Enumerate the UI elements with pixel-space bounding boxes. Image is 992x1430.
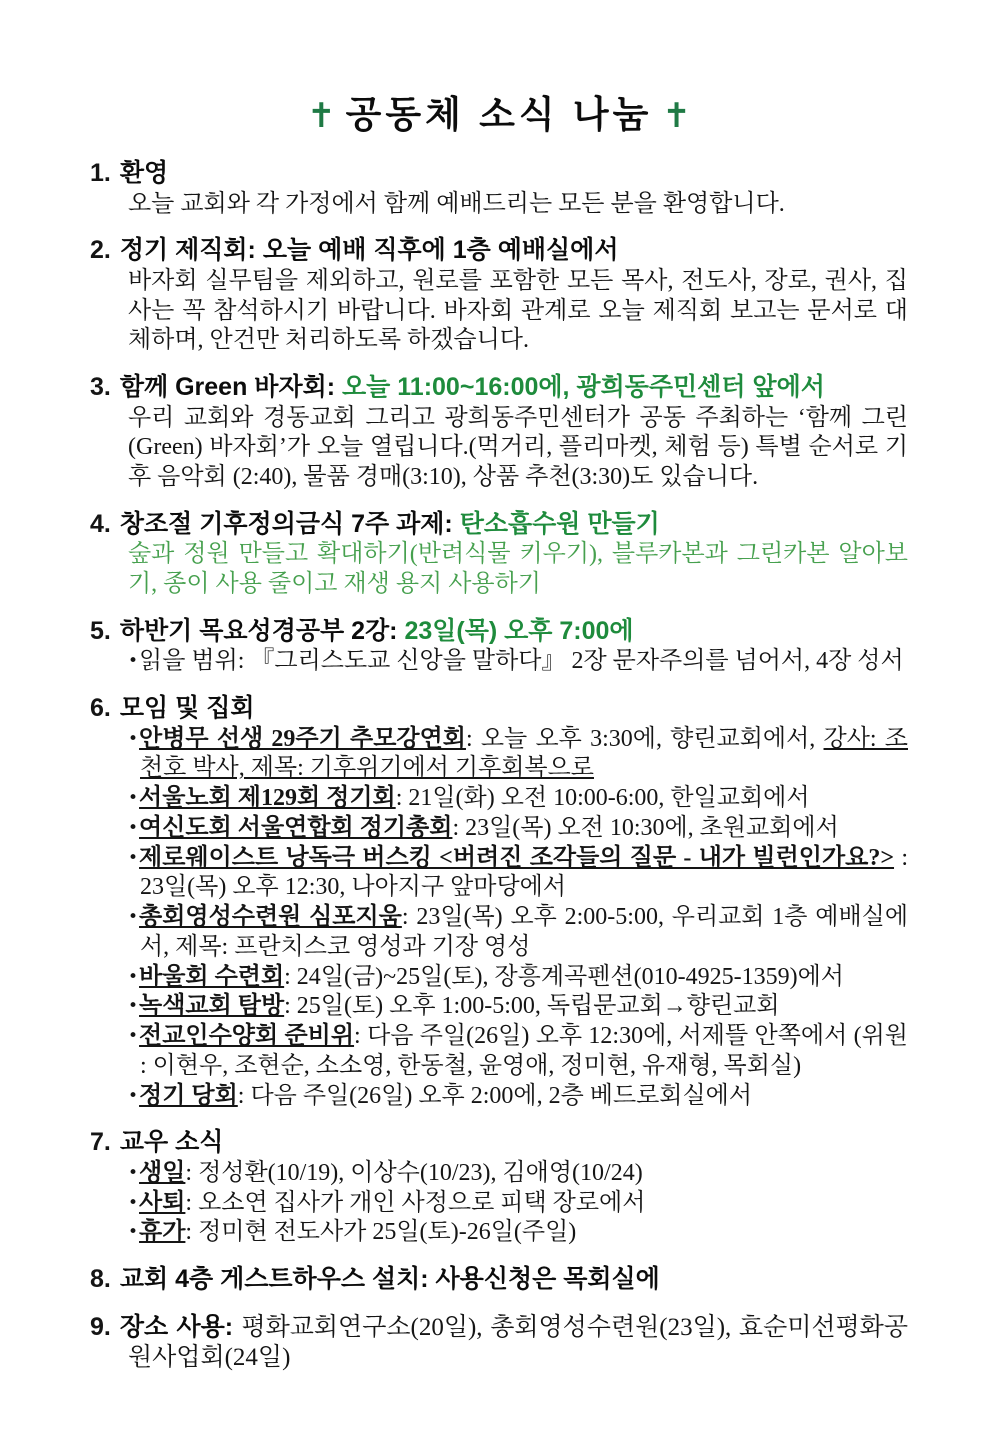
list-item <box>90 1312 908 1374</box>
text-run: 장소 사용: <box>119 1312 242 1341</box>
text-run: : 23일(목) 오전 10:30에, 초원교회에서 <box>452 814 839 841</box>
text-run: 교회 4층 게스트하우스 설치: 사용신청은 목회실에 <box>119 1265 660 1293</box>
text-run: 23일(목) 오후 7:00에 <box>404 616 634 645</box>
item-header <box>90 693 908 725</box>
text-run: : 21일(화) 오전 10:00-6:00, 한일교회에서 <box>395 785 810 811</box>
item-header <box>90 235 908 267</box>
item-header-text <box>120 1129 224 1156</box>
item-number: 3. <box>90 373 111 401</box>
bullet-icon: • <box>128 788 139 808</box>
text-run: 숲과 정원 만들고 확대하기(반려식물 키우기), 블루카본과 그린카본 알아보기, 종이 사용 줄이고 재생 용지 사용하기 <box>128 541 908 597</box>
item-number: 9. <box>90 1312 111 1341</box>
bullet-item <box>90 1189 908 1219</box>
news-list <box>90 158 908 1374</box>
text-run: 정기 제직회: 오늘 예배 직후에 1층 예배실에서 <box>119 236 619 265</box>
bullet-icon: • <box>128 1222 139 1243</box>
list-item <box>90 616 908 677</box>
item-header <box>90 509 908 541</box>
text-run: 평화교회연구소(20일), 총회영성수련원(23일), 효순미선평화공원사업회(24일) <box>128 1313 908 1371</box>
item-number: 6. <box>90 694 111 722</box>
item-header-text <box>120 160 168 187</box>
bullet-item <box>90 1082 908 1112</box>
text-run: 바자회 실무팀을 제외하고, 원로를 포함한 모든 목사, 전도사, 장로, 권사, 집사는 꼭 참석하시기 바랍니다. 바자회 관계로 오늘 제직회 보고는 문서로 대체하며, 안건만 처리하도록 하겠습니다. <box>128 267 908 354</box>
text-run: 교우 소식 <box>119 1128 224 1157</box>
bullet-item <box>90 1218 908 1248</box>
bullet-icon: • <box>128 1192 139 1213</box>
bullet-item <box>90 1159 908 1189</box>
text-run: 제로웨이스트 낭독극 버스킹 <버려진 조각들의 질문 - 내가 빌런인가요?> <box>139 844 895 871</box>
item-header-text <box>120 1266 660 1293</box>
text-run: : 오늘 오후 3:30에, 향린교회에서, <box>465 725 824 752</box>
bullet-item <box>90 647 908 677</box>
bullet-icon: • <box>128 1085 139 1106</box>
item-header-text <box>120 618 634 645</box>
body-paragraph <box>90 404 908 493</box>
page-title <box>90 84 908 138</box>
bullet-icon: • <box>128 651 139 672</box>
text-run: 바울회 수련회 <box>139 963 285 990</box>
bullet-item <box>90 844 908 904</box>
text-run: : 정미현 전도사가 25일(토)-26일(주일) <box>185 1219 577 1246</box>
text-run: : 정성환(10/19), 이상수(10/23), 김애영(10/24) <box>185 1159 643 1186</box>
text-run: 강사: 조천호 박사, 제목: 기후위기에서 기후회복으로 <box>140 725 908 782</box>
list-item <box>90 158 908 219</box>
text-run: : 23일(목) 오후 2:00-5:00, 우리교회 1층 예배실에서, 제목: 프란치스코 영성과 기장 영성 <box>140 904 908 960</box>
list-item <box>90 372 908 493</box>
bullet-item <box>90 1022 908 1082</box>
list-item <box>90 693 908 1111</box>
item-header <box>90 372 908 404</box>
bullet-item <box>90 992 908 1022</box>
item-lines <box>90 647 908 677</box>
text-run: 우리 교회와 경동교회 그리고 광희동주민센터가 공동 주최하는 ‘함께 그린(Green) 바자회’가 오늘 열립니다.(먹거리, 플리마켓, 체험 등) 특별 순서로 기후 음악회 (2:40), 물품 경매(3:10), 상품 추천(3:30)도 있습니다. <box>128 404 908 490</box>
item-lines <box>90 1159 908 1248</box>
text-run: 서울노회 제129회 정기회 <box>139 785 396 811</box>
bullet-icon: • <box>128 907 139 927</box>
bullet-icon: • <box>128 728 139 749</box>
bullet-icon: • <box>128 1162 139 1183</box>
item-header-text <box>120 511 660 538</box>
item-header <box>90 1312 908 1374</box>
bullet-icon: • <box>128 817 139 838</box>
item-number: 4. <box>90 509 111 538</box>
item-lines <box>90 190 908 220</box>
text-run: 오늘 11:00~16:00에, 광희동주민센터 앞에서 <box>342 373 825 401</box>
text-run: 환영 <box>119 159 169 187</box>
bullet-item <box>90 784 908 814</box>
item-header-text <box>120 237 619 264</box>
text-run: 정기 당회 <box>139 1082 238 1109</box>
bullet-icon: • <box>128 847 139 868</box>
text-run: 안병무 선생 29주기 추모강연회 <box>139 725 466 752</box>
text-run: : 오소연 집사가 개인 사정으로 피택 장로에서 <box>185 1189 646 1216</box>
text-run: : 24일(금)~25일(토), 장흥계곡펜션(010-4925-1359)에서 <box>284 963 844 990</box>
list-item <box>90 1127 908 1248</box>
bullet-icon: • <box>128 996 139 1017</box>
text-run: : 23일(목) 오후 12:30, 나아지구 앞마당에서 <box>140 844 908 901</box>
text-run: 여신도회 서울연합회 정기총회 <box>139 814 453 841</box>
cross-icon: ✝ <box>307 96 336 136</box>
text-run: 생일 <box>139 1159 186 1186</box>
item-lines <box>90 540 908 600</box>
list-item <box>90 509 908 600</box>
item-header <box>90 616 908 648</box>
text-run: 휴가 <box>139 1219 186 1246</box>
text-run: 전교인수양회 준비위 <box>139 1023 355 1049</box>
text-run: : 다음 주일(26일) 오후 12:30에, 서제뜰 안쪽에서 (위원 : 이현우, 조현순, 소소영, 한동철, 윤영애, 정미현, 유재형, 목회실) <box>140 1023 908 1079</box>
item-lines <box>90 404 908 493</box>
bullet-icon: • <box>128 1026 139 1046</box>
text-run: 창조절 기후정의금식 7주 과제: <box>119 509 460 538</box>
text-run: 탄소흡수원 만들기 <box>459 509 660 538</box>
text-run: 읽을 범위: 『그리스도교 신앙을 말하다』 2장 문자주의를 넘어서, 4장 성서 <box>139 648 904 675</box>
list-item <box>90 235 908 356</box>
text-run: 녹색교회 탐방 <box>139 993 285 1020</box>
bullet-item <box>90 814 908 844</box>
item-lines <box>90 267 908 356</box>
item-number: 8. <box>90 1265 111 1293</box>
item-number: 2. <box>90 236 111 265</box>
body-paragraph <box>90 267 908 356</box>
text-run: 하반기 목요성경공부 2강: <box>119 616 405 645</box>
text-run: 오늘 교회와 각 가정에서 함께 예배드리는 모든 분을 환영합니다. <box>128 190 785 217</box>
item-header <box>90 158 908 190</box>
bullet-icon: • <box>128 966 139 987</box>
bullet-item <box>90 903 908 963</box>
item-number: 7. <box>90 1128 111 1157</box>
body-paragraph <box>90 190 908 220</box>
text-run: 함께 Green 바자회: <box>119 373 343 401</box>
text-run: 모임 및 집회 <box>119 694 255 722</box>
item-header-text <box>120 695 255 722</box>
item-header-text <box>120 1314 908 1372</box>
cross-icon: ✝ <box>662 96 691 136</box>
list-item <box>90 1264 908 1296</box>
item-number: 1. <box>90 159 111 187</box>
bullet-item <box>90 725 908 785</box>
text-run: 사퇴 <box>139 1189 186 1216</box>
text-run: : 25일(토) 오후 1:00-5:00, 독립문교회→향린교회 <box>284 993 780 1020</box>
text-run: : 다음 주일(26일) 오후 2:00에, 2층 베드로회실에서 <box>237 1082 753 1109</box>
item-header-text <box>120 374 825 401</box>
text-run: 총회영성수련원 심포지움 <box>139 904 402 930</box>
item-lines <box>90 725 908 1112</box>
page-title-text: 공동체 소식 나눔 <box>345 94 653 135</box>
body-paragraph <box>90 540 908 600</box>
item-header <box>90 1264 908 1296</box>
item-number: 5. <box>90 616 111 645</box>
item-header <box>90 1127 908 1159</box>
bullet-item <box>90 963 908 993</box>
